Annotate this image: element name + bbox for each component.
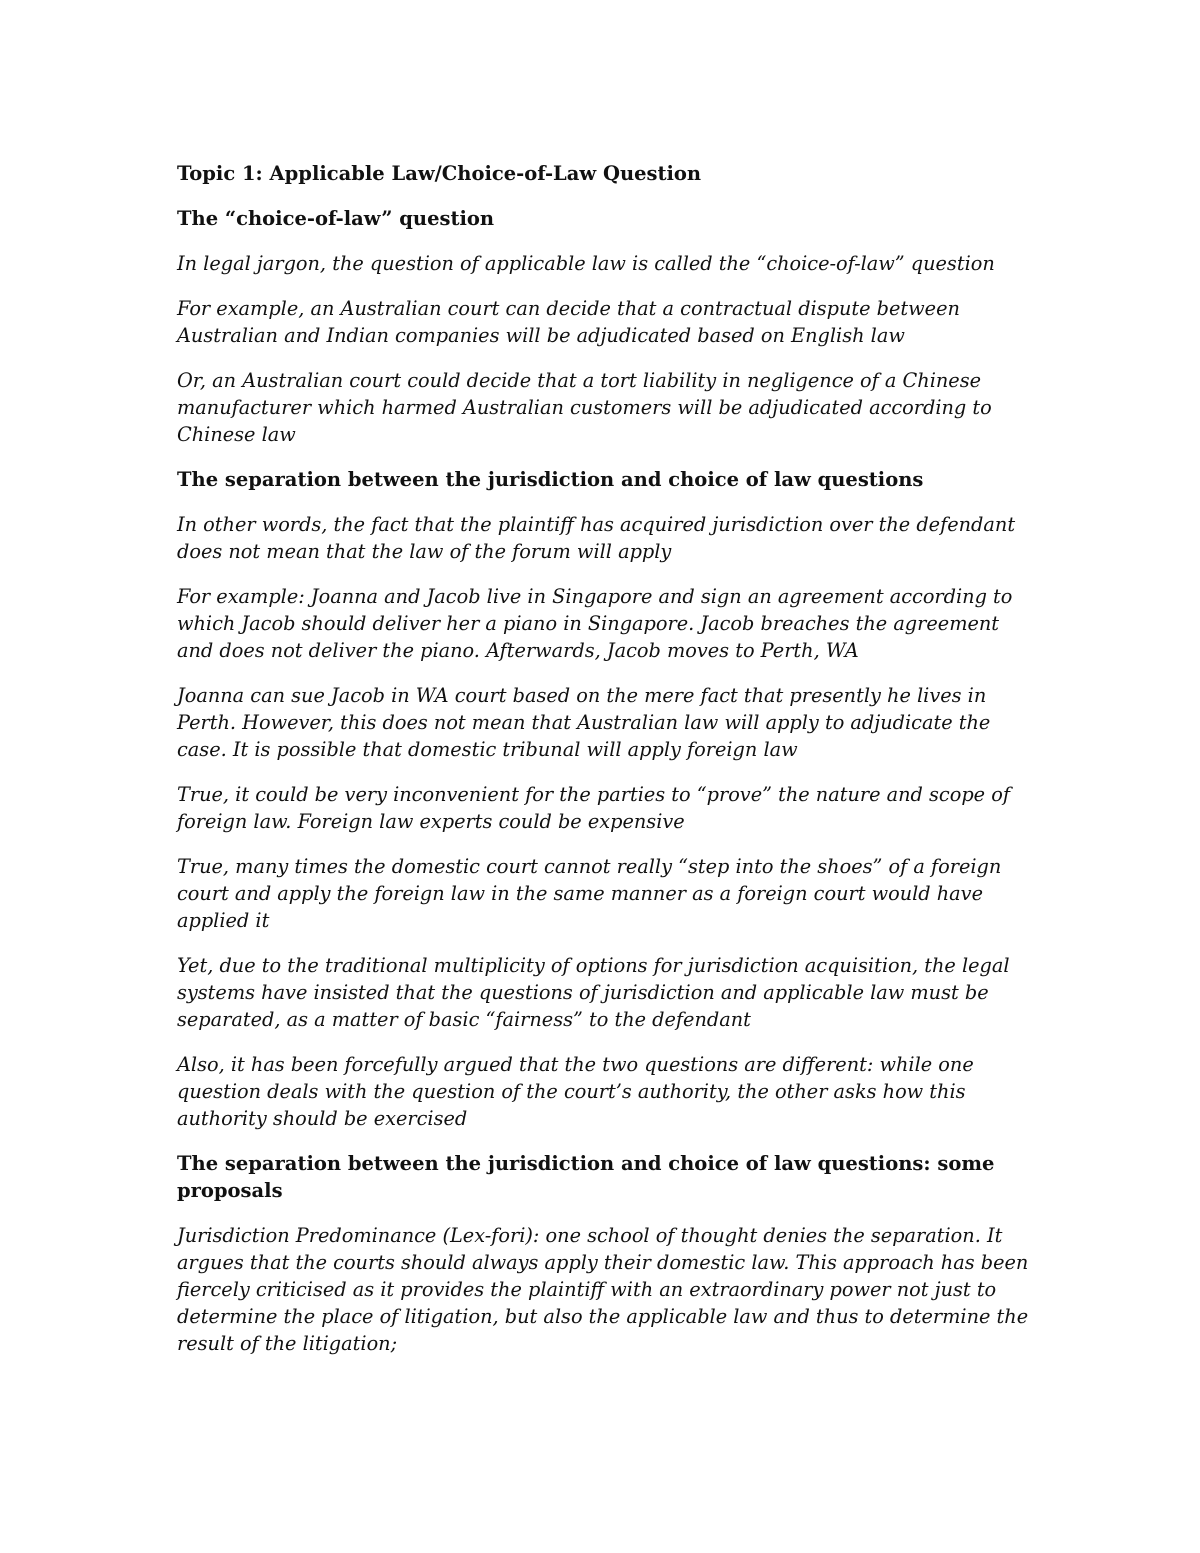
paragraph-line: separated, as a matter of basic “fairness” to the defendant bbox=[177, 1008, 751, 1031]
paragraph-line: Yet, due to the traditional multiplicity of options for jurisdiction acquisition, the legal bbox=[177, 954, 1010, 977]
paragraph-line: result of the litigation; bbox=[177, 1332, 398, 1355]
paragraph-line: Australian and Indian companies will be adjudicated based on English law bbox=[177, 324, 905, 347]
body-paragraph bbox=[177, 781, 1027, 835]
heading-line: The “choice-of-law” question bbox=[177, 207, 495, 230]
section-heading bbox=[177, 205, 1027, 232]
paragraph-line: manufacturer which harmed Australian customers will be adjudicated according to bbox=[177, 396, 992, 419]
paragraph-line: True, it could be very inconvenient for the parties to “prove” the nature and scope of bbox=[177, 783, 1010, 806]
body-paragraph bbox=[177, 1222, 1027, 1357]
section-heading bbox=[177, 1150, 1027, 1204]
paragraph-line: determine the place of litigation, but also the applicable law and thus to determine the bbox=[177, 1305, 1029, 1328]
paragraph-line: which Jacob should deliver her a piano in Singapore. Jacob breaches the agreement bbox=[177, 612, 1000, 635]
body-paragraph bbox=[177, 952, 1027, 1033]
paragraph-line: systems have insisted that the questions of jurisdiction and applicable law must be bbox=[177, 981, 989, 1004]
paragraph-line: For example: Joanna and Jacob live in Singapore and sign an agreement according to bbox=[177, 585, 1013, 608]
paragraph-line: question deals with the question of the court’s authority, the other asks how this bbox=[177, 1080, 966, 1103]
paragraph-line: authority should be exercised bbox=[177, 1107, 468, 1130]
paragraph-line: Jurisdiction Predominance (Lex-fori): one school of thought denies the separation. It bbox=[177, 1224, 1003, 1247]
paragraph-line: Also, it has been forcefully argued that the two questions are different: while one bbox=[177, 1053, 974, 1076]
heading-line: The separation between the jurisdiction and choice of law questions bbox=[177, 468, 924, 491]
body-paragraph bbox=[177, 583, 1027, 664]
body-paragraph bbox=[177, 853, 1027, 934]
paragraph-line: In other words, the fact that the plaintiff has acquired jurisdiction over the defendant bbox=[177, 513, 1016, 536]
document-page bbox=[177, 160, 1027, 1375]
body-paragraph bbox=[177, 367, 1027, 448]
paragraph-line: Chinese law bbox=[177, 423, 296, 446]
paragraph-line: In legal jargon, the question of applicable law is called the “choice-of-law” question bbox=[177, 252, 995, 275]
body-paragraph bbox=[177, 250, 1027, 277]
document-body bbox=[177, 205, 1027, 1357]
heading-line: proposals bbox=[177, 1179, 283, 1202]
paragraph-line: Perth. However, this does not mean that Australian law will apply to adjudicate the bbox=[177, 711, 991, 734]
paragraph-line: True, many times the domestic court cannot really “step into the shoes” of a foreign bbox=[177, 855, 1002, 878]
paragraph-line: and does not deliver the piano. Afterwards, Jacob moves to Perth, WA bbox=[177, 639, 859, 662]
paragraph-line: Or, an Australian court could decide that a tort liability in negligence of a Chinese bbox=[177, 369, 982, 392]
paragraph-line: For example, an Australian court can decide that a contractual dispute between bbox=[177, 297, 960, 320]
section-heading bbox=[177, 466, 1027, 493]
paragraph-line: applied it bbox=[177, 909, 270, 932]
paragraph-line: case. It is possible that domestic tribunal will apply foreign law bbox=[177, 738, 798, 761]
paragraph-line: court and apply the foreign law in the same manner as a foreign court would have bbox=[177, 882, 983, 905]
paragraph-line: fiercely criticised as it provides the plaintiff with an extraordinary power not just to bbox=[177, 1278, 997, 1301]
body-paragraph bbox=[177, 295, 1027, 349]
body-paragraph bbox=[177, 682, 1027, 763]
topic-title: Topic 1: Applicable Law/Choice-of-Law Question bbox=[177, 162, 702, 185]
paragraph-line: Joanna can sue Jacob in WA court based on the mere fact that presently he lives in bbox=[177, 684, 987, 707]
paragraph-line: does not mean that the law of the forum will apply bbox=[177, 540, 672, 563]
heading-line: The separation between the jurisdiction and choice of law questions: some bbox=[177, 1152, 995, 1175]
paragraph-line: foreign law. Foreign law experts could be expensive bbox=[177, 810, 685, 833]
body-paragraph bbox=[177, 511, 1027, 565]
body-paragraph bbox=[177, 1051, 1027, 1132]
paragraph-line: argues that the courts should always apply their domestic law. This approach has been bbox=[177, 1251, 1029, 1274]
